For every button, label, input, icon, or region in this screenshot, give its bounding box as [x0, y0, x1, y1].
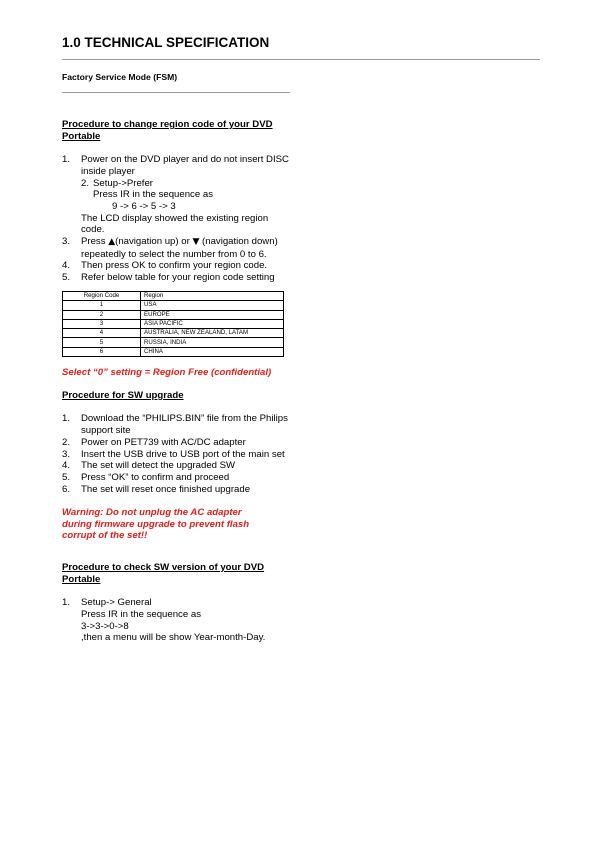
step-number: 3. — [62, 448, 71, 460]
list-item — [62, 178, 294, 190]
step-detail: Press IR in the sequence as — [81, 608, 201, 620]
step-number: 4. — [62, 260, 71, 272]
table-cell: 1 — [63, 301, 141, 310]
list-item — [62, 460, 294, 472]
step-text: Setup->Prefer — [93, 177, 153, 189]
region-heading: Procedure to change region code of your DVD Portable — [62, 119, 273, 142]
step-text: (navigation down) repeatedly to select the number from 0 to 6. — [81, 236, 278, 260]
list-item — [62, 472, 294, 484]
subtitle-divider — [62, 92, 290, 93]
step-number: 6. — [62, 483, 71, 495]
step-text: Setup-> General — [81, 597, 152, 609]
step-text: Press — [81, 236, 109, 248]
table-cell: 6 — [63, 347, 141, 356]
table-row — [63, 301, 284, 310]
sw-version-steps — [62, 597, 294, 609]
step-text: Refer below table for your region code setting — [81, 272, 275, 284]
table-cell: RUSSIA, INDIA — [141, 338, 284, 347]
table-row — [63, 310, 284, 319]
table-cell: EUROPE — [141, 310, 284, 319]
step-number: 3. — [62, 236, 71, 248]
table-row — [63, 329, 284, 338]
table-cell: CHINA — [141, 347, 284, 356]
table-row — [63, 338, 284, 347]
table-cell: ASIA PACIFIC — [141, 319, 284, 328]
list-item — [62, 272, 294, 284]
step-text: The set will reset once finished upgrade — [81, 483, 251, 495]
step-detail: Press IR in the sequence as — [93, 189, 213, 201]
sw-version-heading: Procedure to check SW version of your DVD Portable — [62, 562, 265, 585]
list-item — [62, 413, 294, 436]
region-code-table — [62, 291, 284, 357]
table-header: Region Code — [63, 292, 141, 301]
region-free-note: Select “0” setting = Region Free (confidential) — [62, 367, 272, 378]
step-number: 1. — [62, 597, 71, 609]
step-detail: The LCD display showed the existing region code. — [81, 212, 269, 236]
sw-version-procedure — [62, 562, 294, 644]
step-text: Press “OK” to confirm and proceed — [81, 471, 230, 483]
table-header-row — [63, 292, 284, 301]
sw-upgrade-steps — [62, 413, 294, 495]
step-number: 5. — [62, 272, 71, 284]
list-item — [62, 484, 294, 496]
key-sequence: 9 -> 6 -> 5 -> 3 — [112, 200, 176, 212]
step-text: Download the “PHILIPS.BIN” file from the Philips support site — [81, 413, 288, 437]
table-row — [63, 319, 284, 328]
step-number: 1. — [62, 413, 71, 425]
list-item — [62, 260, 294, 272]
region-steps — [62, 154, 294, 177]
step-number: 2. — [62, 436, 71, 448]
key-sequence: 3->3->0->8 — [81, 620, 129, 632]
step-text: Power on PET739 with AC/DC adapter — [81, 436, 246, 448]
list-item — [62, 597, 294, 609]
step-number: 5. — [62, 471, 71, 483]
list-item — [62, 154, 294, 177]
sw-upgrade-heading: Procedure for SW upgrade — [62, 390, 184, 401]
step-number: 4. — [62, 460, 71, 472]
step-text: Insert the USB drive to USB port of the main set — [81, 448, 285, 460]
page-title: 1.0 TECHNICAL SPECIFICATION — [62, 35, 270, 50]
top-divider — [62, 59, 540, 60]
list-item — [62, 437, 294, 449]
firmware-warning: Warning: Do not unplug the AC adapter during firmware upgrade to prevent flash corrupt of the set!! — [62, 507, 250, 542]
step-text: Then press OK to confirm your region code. — [81, 260, 268, 272]
table-cell: AUSTRALIA, NEW ZEALAND, LATAM — [141, 329, 284, 338]
step-number: 2. — [81, 177, 90, 189]
list-item — [62, 449, 294, 461]
step-detail: ,then a menu will be show Year-month-Day. — [81, 632, 266, 644]
sw-upgrade-procedure — [62, 390, 294, 542]
section-subtitle: Factory Service Mode (FSM) — [62, 72, 178, 82]
region-procedure — [62, 119, 294, 284]
step-text: Power on the DVD player and do not insert DISC inside player — [81, 154, 289, 177]
table-cell: 3 — [63, 319, 141, 328]
navigation-up-icon: ▲ — [108, 237, 116, 248]
table-cell: USA — [141, 301, 284, 310]
table-cell: 2 — [63, 310, 141, 319]
table-header: Region — [141, 292, 284, 301]
navigation-down-icon: ▼ — [192, 237, 200, 248]
step-number: 1. — [62, 154, 71, 166]
table-cell: 4 — [63, 329, 141, 338]
list-item — [62, 236, 294, 260]
step-text: (navigation up) or — [115, 236, 193, 248]
table-cell: 5 — [63, 338, 141, 347]
step-text: The set will detect the upgraded SW — [81, 460, 236, 472]
table-row — [63, 347, 284, 356]
